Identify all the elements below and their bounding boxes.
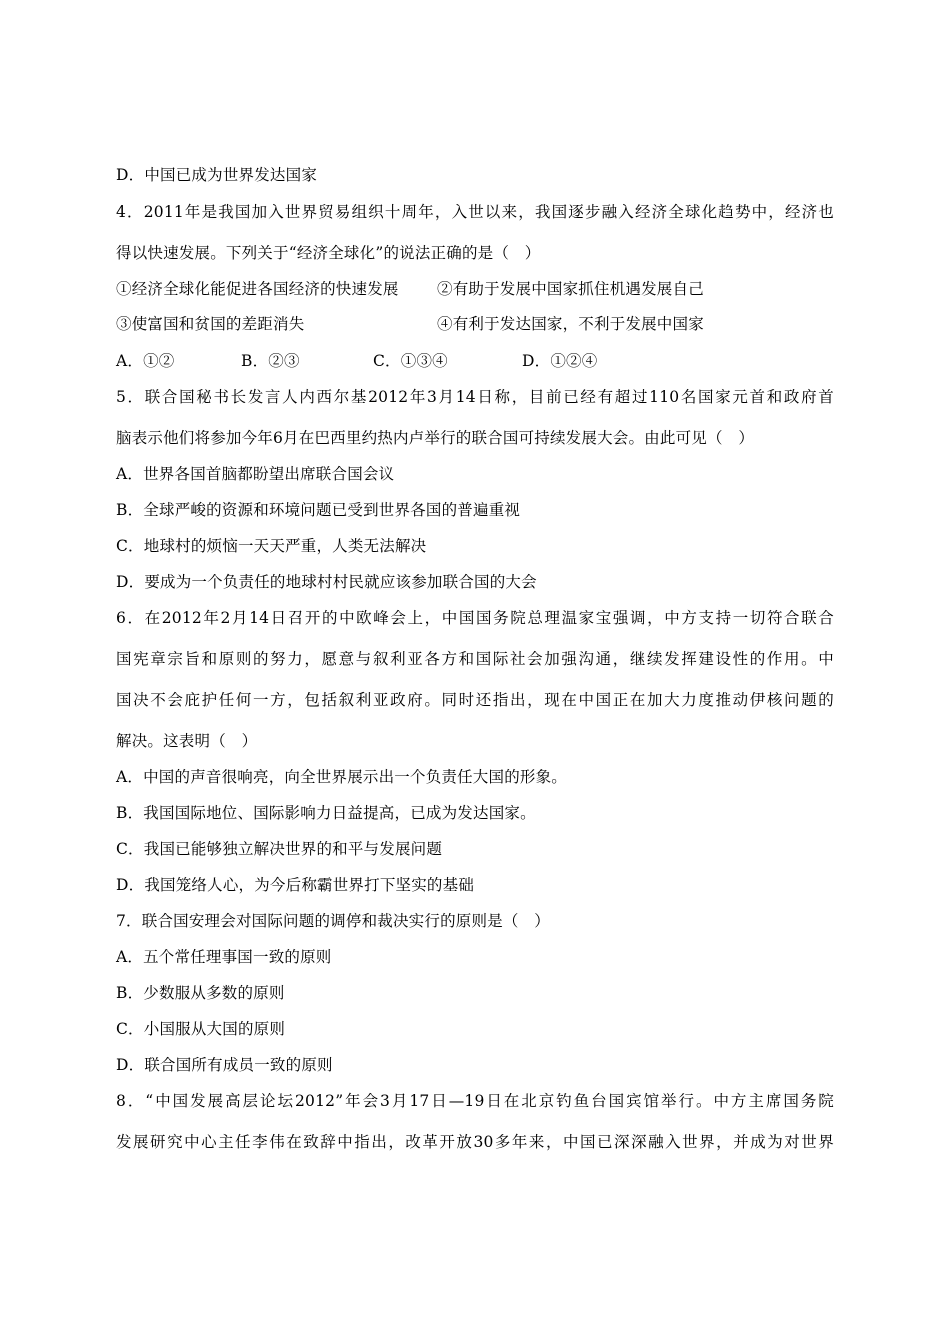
q6-stem-line-2: 国宪章宗旨和原则的努力，愿意与叙利亚各方和国际社会加强沟通，继续发挥建设性的作用。中: [116, 650, 834, 668]
q7-option-c: C．小国服从大国的原则: [116, 1020, 286, 1038]
q6-stem-line-1: 6．在2012年2月14日召开的中欧峰会上，中国国务院总理温家宝强调，中方支持一切符合联合: [116, 609, 834, 627]
q5-option-c: C．地球村的烦恼一天天严重，人类无法解决: [116, 537, 427, 555]
q4-option-a: A．①②: [116, 352, 175, 370]
q5-stem-line-1: 5．联合国秘书长发言人内西尔基2012年3月14日称，目前已经有超过110名国家元首和政府首: [116, 388, 834, 406]
q4-stem-line-1: 4．2011年是我国加入世界贸易组织十周年，入世以来，我国逐步融入经济全球化趋势中，经济也: [116, 203, 834, 221]
q5-option-d: D．要成为一个负责任的地球村村民就应该参加联合国的大会: [116, 573, 537, 591]
q6-stem-line-4: 解决。这表明（ ）: [116, 732, 258, 750]
q8-stem-line-1: 8．“中国发展高层论坛2012”年会3月17日—19日在北京钓鱼台国宾馆举行。中方主席国务院: [116, 1092, 834, 1110]
q4-statement-1: ①经济全球化能促进各国经济的快速发展: [116, 280, 399, 298]
q4-statement-3: ③使富国和贫国的差距消失: [116, 315, 305, 333]
q8-stem-line-2: 发展研究中心主任李伟在致辞中指出，改革开放30多年来，中国已深深融入世界，并成为对世界: [116, 1133, 834, 1151]
q7-option-a: A．五个常任理事国一致的原则: [116, 948, 332, 966]
q4-option-d: D．①②④: [522, 352, 598, 370]
q6-option-b: B．我国国际地位、国际影响力日益提高，已成为发达国家。: [116, 804, 536, 822]
q4-statement-4: ④有利于发达国家，不利于发展中国家: [437, 315, 704, 333]
q7-stem: 7．联合国安理会对国际问题的调停和裁决实行的原则是（ ）: [116, 912, 550, 930]
q6-option-c: C．我国已能够独立解决世界的和平与发展问题: [116, 840, 443, 858]
q7-option-b: B．少数服从多数的原则: [116, 984, 285, 1002]
q4-stem-line-2: 得以快速发展。下列关于“经济全球化”的说法正确的是（ ）: [116, 244, 541, 262]
q6-stem-line-3: 国决不会庇护任何一方，包括叙利亚政府。同时还指出，现在中国正在加大力度推动伊核问题的: [116, 691, 834, 709]
q5-option-a: A．世界各国首脑都盼望出席联合国会议: [116, 465, 395, 483]
q7-option-d: D．联合国所有成员一致的原则: [116, 1056, 333, 1074]
q5-option-b: B．全球严峻的资源和环境问题已受到世界各国的普遍重视: [116, 501, 521, 519]
q6-option-a: A．中国的声音很响亮，向全世界展示出一个负责任大国的形象。: [116, 768, 567, 786]
q3-option-d: D．中国已成为世界发达国家: [116, 166, 318, 184]
q4-statement-2: ②有助于发展中国家抓住机遇发展自己: [437, 280, 704, 298]
q4-option-b: B．②③: [241, 352, 300, 370]
q6-option-d: D．我国笼络人心，为今后称霸世界打下坚实的基础: [116, 876, 475, 894]
q4-option-c: C．①③④: [373, 352, 448, 370]
q5-stem-line-2: 脑表示他们将参加今年6月在巴西里约热内卢举行的联合国可持续发展大会。由此可见（ ）: [116, 429, 755, 447]
